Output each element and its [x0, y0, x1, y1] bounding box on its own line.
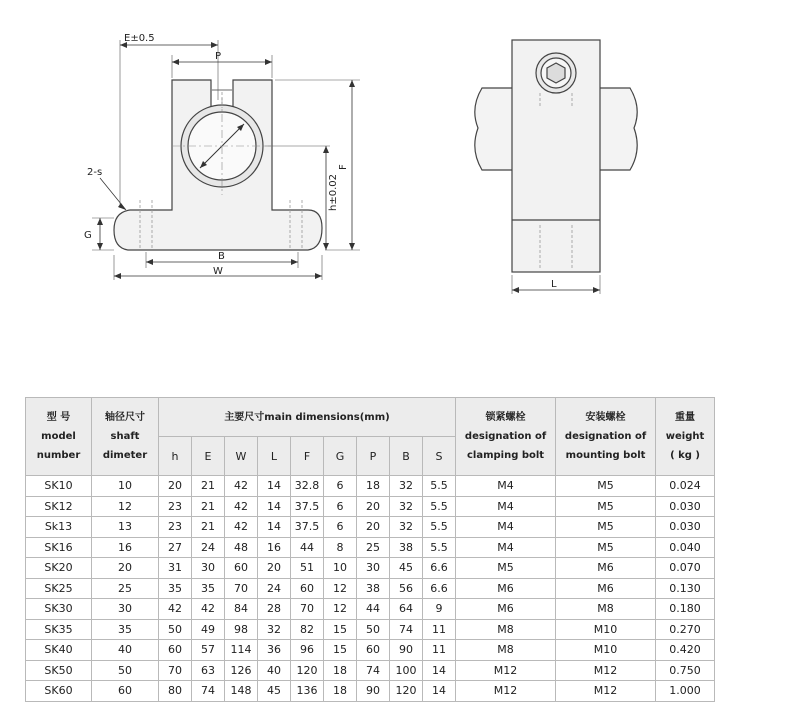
table-cell: 50 — [159, 619, 192, 640]
dim-header-f: F — [291, 437, 324, 476]
table-row — [26, 496, 715, 517]
table-cell: SK50 — [26, 660, 92, 681]
label-s: 2-s — [87, 167, 103, 178]
table-cell: 114 — [225, 640, 258, 661]
dim-header-w: W — [225, 437, 258, 476]
table-cell: 0.420 — [656, 640, 715, 661]
table-cell: M5 — [456, 558, 556, 579]
table-row — [26, 681, 715, 702]
table-cell: 51 — [291, 558, 324, 579]
front-view — [92, 40, 360, 280]
table-cell: 25 — [357, 537, 390, 558]
table-cell: 98 — [225, 619, 258, 640]
label-W: W — [213, 266, 223, 277]
label-G: G — [84, 230, 92, 241]
table-cell: 44 — [291, 537, 324, 558]
table-row — [26, 558, 715, 579]
table-cell: M12 — [556, 681, 656, 702]
table-cell: 40 — [258, 660, 291, 681]
table-cell: M8 — [456, 619, 556, 640]
header-weight: 重量 weight ( kg ) — [656, 398, 715, 476]
table-cell: 56 — [390, 578, 423, 599]
table-cell: SK25 — [26, 578, 92, 599]
table-cell: 6.6 — [423, 578, 456, 599]
header-clamping-bolt: 锁紧螺栓 designation of clamping bolt — [456, 398, 556, 476]
table-cell: 6 — [324, 476, 357, 497]
table-row — [26, 619, 715, 640]
technical-drawing — [0, 0, 800, 330]
table-cell: 14 — [258, 517, 291, 538]
table-cell: 14 — [258, 476, 291, 497]
table-cell: 9 — [423, 599, 456, 620]
table-cell: 74 — [390, 619, 423, 640]
table-cell: 20 — [258, 558, 291, 579]
table-cell: 42 — [225, 496, 258, 517]
table-cell: 23 — [159, 496, 192, 517]
header-shaft: 轴径尺寸 shaft dimeter — [92, 398, 159, 476]
table-cell: 49 — [192, 619, 225, 640]
table-cell: M10 — [556, 619, 656, 640]
dim-header-h: h — [159, 437, 192, 476]
table-cell: 23 — [159, 517, 192, 538]
table-cell: 28 — [258, 599, 291, 620]
table-cell: 32 — [390, 517, 423, 538]
specification-table — [25, 397, 715, 702]
table-cell: 30 — [357, 558, 390, 579]
table-cell: M12 — [456, 681, 556, 702]
table-cell: 21 — [192, 517, 225, 538]
table-cell: 50 — [92, 660, 159, 681]
table-cell: 6 — [324, 496, 357, 517]
table-cell: 0.270 — [656, 619, 715, 640]
table-cell: SK16 — [26, 537, 92, 558]
table-cell: 31 — [159, 558, 192, 579]
table-cell: 84 — [225, 599, 258, 620]
table-cell: 11 — [423, 640, 456, 661]
table-cell: 120 — [390, 681, 423, 702]
table-cell: 57 — [192, 640, 225, 661]
table-cell: 148 — [225, 681, 258, 702]
table-cell: M12 — [556, 660, 656, 681]
table-cell: SK30 — [26, 599, 92, 620]
table-cell: 36 — [258, 640, 291, 661]
table-cell: 20 — [159, 476, 192, 497]
table-cell: 136 — [291, 681, 324, 702]
table-cell: 15 — [324, 640, 357, 661]
table-cell: 70 — [159, 660, 192, 681]
table-cell: 32 — [390, 496, 423, 517]
table-cell: 32.8 — [291, 476, 324, 497]
table-cell: 63 — [192, 660, 225, 681]
header-mounting-bolt: 安装螺栓 designation of mounting bolt — [556, 398, 656, 476]
dim-header-b: B — [390, 437, 423, 476]
table-cell: 14 — [258, 496, 291, 517]
table-row — [26, 599, 715, 620]
table-cell: 5.5 — [423, 496, 456, 517]
table-cell: M6 — [456, 599, 556, 620]
table-cell: 6.6 — [423, 558, 456, 579]
table-cell: 45 — [390, 558, 423, 579]
table-cell: 45 — [258, 681, 291, 702]
table-cell: 30 — [92, 599, 159, 620]
table-cell: 0.180 — [656, 599, 715, 620]
side-view — [475, 40, 637, 294]
table-cell: M4 — [456, 476, 556, 497]
table-row — [26, 640, 715, 661]
label-P: P — [215, 51, 222, 62]
table-cell: 60 — [159, 640, 192, 661]
table-cell: 14 — [423, 660, 456, 681]
table-cell: 14 — [423, 681, 456, 702]
table-cell: 25 — [92, 578, 159, 599]
table-cell: 120 — [291, 660, 324, 681]
table-cell: 50 — [357, 619, 390, 640]
table-cell: 8 — [324, 537, 357, 558]
table-cell: 90 — [390, 640, 423, 661]
table-cell: M5 — [556, 537, 656, 558]
table-cell: 60 — [225, 558, 258, 579]
table-cell: 21 — [192, 496, 225, 517]
table-cell: 38 — [357, 578, 390, 599]
table-cell: 6 — [324, 517, 357, 538]
table-cell: M6 — [556, 558, 656, 579]
table-cell: 37.5 — [291, 496, 324, 517]
dim-header-l: L — [258, 437, 291, 476]
table-cell: 13 — [92, 517, 159, 538]
label-L: L — [551, 279, 557, 290]
table-cell: SK12 — [26, 496, 92, 517]
dim-header-e: E — [192, 437, 225, 476]
table-cell: 16 — [258, 537, 291, 558]
table-cell: 20 — [92, 558, 159, 579]
table-cell: 37.5 — [291, 517, 324, 538]
table-cell: 5.5 — [423, 537, 456, 558]
table-row — [26, 578, 715, 599]
table-cell: M8 — [556, 599, 656, 620]
table-cell: 0.130 — [656, 578, 715, 599]
table-cell: 5.5 — [423, 517, 456, 538]
header-model: 型 号 model number — [26, 398, 92, 476]
table-cell: 74 — [192, 681, 225, 702]
table-cell: 42 — [159, 599, 192, 620]
table-cell: SK20 — [26, 558, 92, 579]
table-cell: M4 — [456, 517, 556, 538]
table-row — [26, 476, 715, 497]
table-cell: 126 — [225, 660, 258, 681]
table-cell: M10 — [556, 640, 656, 661]
table-cell: 0.030 — [656, 517, 715, 538]
table-cell: 0.030 — [656, 496, 715, 517]
table-cell: 80 — [159, 681, 192, 702]
table-cell: 21 — [192, 476, 225, 497]
table-cell: 0.750 — [656, 660, 715, 681]
table-cell: 1.000 — [656, 681, 715, 702]
table-cell: M6 — [556, 578, 656, 599]
table-cell: 5.5 — [423, 476, 456, 497]
table-row — [26, 517, 715, 538]
table-cell: 48 — [225, 537, 258, 558]
table-cell: M12 — [456, 660, 556, 681]
table-cell: 90 — [357, 681, 390, 702]
table-cell: SK10 — [26, 476, 92, 497]
table-cell: 0.024 — [656, 476, 715, 497]
table-cell: 20 — [357, 517, 390, 538]
label-h: h±0.02 — [328, 174, 339, 211]
table-cell: 11 — [423, 619, 456, 640]
table-cell: 24 — [258, 578, 291, 599]
shaft-right — [600, 88, 637, 170]
table-cell: 70 — [291, 599, 324, 620]
table-cell: 32 — [390, 476, 423, 497]
table-cell: 20 — [357, 496, 390, 517]
table-cell: 60 — [357, 640, 390, 661]
table-cell: 44 — [357, 599, 390, 620]
table-cell: 96 — [291, 640, 324, 661]
dim-header-p: P — [357, 437, 390, 476]
table-cell: 15 — [324, 619, 357, 640]
table-cell: 42 — [192, 599, 225, 620]
table-row — [26, 660, 715, 681]
table-cell: 12 — [324, 599, 357, 620]
table-cell: 18 — [357, 476, 390, 497]
table-cell: 38 — [390, 537, 423, 558]
table-cell: 42 — [225, 476, 258, 497]
table-body — [26, 476, 715, 702]
table-cell: SK60 — [26, 681, 92, 702]
label-B: B — [218, 251, 225, 262]
table-cell: 100 — [390, 660, 423, 681]
table-cell: 30 — [192, 558, 225, 579]
table-row — [26, 537, 715, 558]
table-cell: 18 — [324, 681, 357, 702]
table-cell: 18 — [324, 660, 357, 681]
table-cell: 12 — [324, 578, 357, 599]
header-main-dimensions: 主要尺寸main dimensions(mm) — [159, 398, 456, 437]
table-cell: 42 — [225, 517, 258, 538]
table-cell: 64 — [390, 599, 423, 620]
table-cell: 60 — [92, 681, 159, 702]
table-cell: 0.040 — [656, 537, 715, 558]
table-cell: M4 — [456, 537, 556, 558]
dim-header-g: G — [324, 437, 357, 476]
table-cell: 35 — [192, 578, 225, 599]
shaft-left — [475, 88, 512, 170]
table-cell: 16 — [92, 537, 159, 558]
table-cell: 40 — [92, 640, 159, 661]
table-cell: 82 — [291, 619, 324, 640]
table-cell: 0.070 — [656, 558, 715, 579]
table-cell: M4 — [456, 496, 556, 517]
table-cell: Sk13 — [26, 517, 92, 538]
table-cell: 60 — [291, 578, 324, 599]
dim-header-s: S — [423, 437, 456, 476]
table-cell: M6 — [456, 578, 556, 599]
table-cell: 35 — [159, 578, 192, 599]
table-cell: 10 — [324, 558, 357, 579]
label-F: F — [338, 164, 349, 170]
table-cell: 32 — [258, 619, 291, 640]
table-cell: 35 — [92, 619, 159, 640]
table-cell: 74 — [357, 660, 390, 681]
table-cell: M5 — [556, 496, 656, 517]
table-cell: M5 — [556, 517, 656, 538]
table-cell: SK35 — [26, 619, 92, 640]
table-cell: 10 — [92, 476, 159, 497]
table-cell: M8 — [456, 640, 556, 661]
table-cell: 27 — [159, 537, 192, 558]
table-cell: 12 — [92, 496, 159, 517]
table-cell: 70 — [225, 578, 258, 599]
table-cell: M5 — [556, 476, 656, 497]
table-cell: SK40 — [26, 640, 92, 661]
table-cell: 24 — [192, 537, 225, 558]
label-E: E±0.5 — [124, 33, 155, 44]
